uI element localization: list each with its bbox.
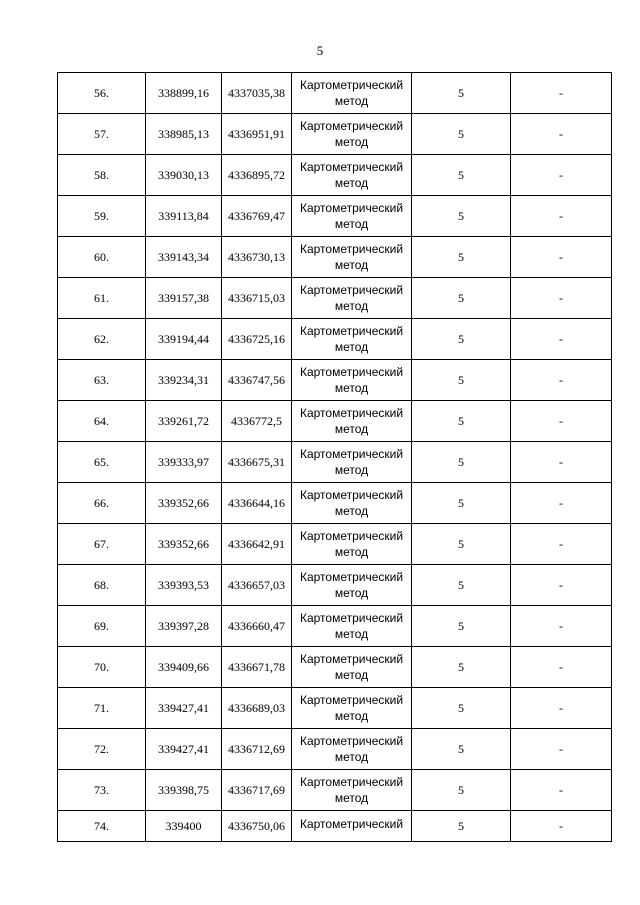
method-text: Картометрический (299, 406, 404, 420)
method-cell (292, 73, 412, 114)
method-text: метод (334, 504, 369, 518)
x-coordinate-cell: 339194,44 (146, 319, 222, 360)
point-number-cell: 71. (58, 688, 146, 729)
table-row (58, 237, 612, 278)
table-row (58, 565, 612, 606)
method-text: метод (334, 258, 369, 272)
y-coordinate-cell: 4336675,31 (222, 442, 292, 483)
method-text: Картометрический (299, 283, 404, 297)
note-cell: - (511, 401, 612, 442)
point-number-cell: 70. (58, 647, 146, 688)
x-coordinate-cell: 339113,84 (146, 196, 222, 237)
y-coordinate-cell: 4336769,47 (222, 196, 292, 237)
method-text: Картометрический (299, 160, 404, 174)
accuracy-cell: 5 (412, 729, 511, 770)
note-cell: - (511, 688, 612, 729)
table-row (58, 114, 612, 155)
method-text: метод (334, 381, 369, 395)
x-coordinate-cell: 339427,41 (146, 688, 222, 729)
method-text: метод (334, 135, 369, 149)
y-coordinate-cell: 4337035,38 (222, 73, 292, 114)
x-coordinate-cell: 339333,97 (146, 442, 222, 483)
note-cell: - (511, 606, 612, 647)
point-number-cell: 68. (58, 565, 146, 606)
note-cell: - (511, 73, 612, 114)
y-coordinate-cell: 4336657,03 (222, 565, 292, 606)
note-cell: - (511, 770, 612, 811)
method-text: метод (334, 750, 369, 764)
method-text: метод (334, 586, 369, 600)
method-text: метод (334, 627, 369, 641)
point-number-cell: 58. (58, 155, 146, 196)
point-number-cell: 61. (58, 278, 146, 319)
point-number-cell: 64. (58, 401, 146, 442)
note-cell: - (511, 647, 612, 688)
y-coordinate-cell: 4336644,16 (222, 483, 292, 524)
method-cell (292, 155, 412, 196)
x-coordinate-cell: 339393,53 (146, 565, 222, 606)
note-cell: - (511, 155, 612, 196)
method-text: метод (334, 545, 369, 559)
table-row (58, 360, 612, 401)
accuracy-cell: 5 (412, 360, 511, 401)
accuracy-cell: 5 (412, 442, 511, 483)
x-coordinate-cell: 339352,66 (146, 483, 222, 524)
table-row (58, 688, 612, 729)
accuracy-cell: 5 (412, 278, 511, 319)
method-cell (292, 770, 412, 811)
table-row (58, 729, 612, 770)
accuracy-cell: 5 (412, 565, 511, 606)
point-number-cell: 59. (58, 196, 146, 237)
note-cell: - (511, 319, 612, 360)
y-coordinate-cell: 4336715,03 (222, 278, 292, 319)
coordinates-table (57, 72, 612, 842)
method-text: Картометрический (299, 570, 404, 584)
x-coordinate-cell: 339234,31 (146, 360, 222, 401)
point-number-cell: 62. (58, 319, 146, 360)
method-cell (292, 442, 412, 483)
table-row (58, 319, 612, 360)
method-text: Картометрический (299, 775, 404, 789)
accuracy-cell: 5 (412, 155, 511, 196)
y-coordinate-cell: 4336660,47 (222, 606, 292, 647)
y-coordinate-cell: 4336725,16 (222, 319, 292, 360)
accuracy-cell: 5 (412, 319, 511, 360)
y-coordinate-cell: 4336730,13 (222, 237, 292, 278)
method-cell (292, 565, 412, 606)
method-text: Картометрический (299, 734, 404, 748)
table-row (58, 155, 612, 196)
method-text: Картометрический (299, 119, 404, 133)
method-cell (292, 811, 412, 842)
method-cell (292, 729, 412, 770)
point-number-cell: 57. (58, 114, 146, 155)
y-coordinate-cell: 4336712,69 (222, 729, 292, 770)
method-text: метод (334, 217, 369, 231)
x-coordinate-cell: 339397,28 (146, 606, 222, 647)
y-coordinate-cell: 4336689,03 (222, 688, 292, 729)
y-coordinate-cell: 4336951,91 (222, 114, 292, 155)
x-coordinate-cell: 338985,13 (146, 114, 222, 155)
point-number-cell: 69. (58, 606, 146, 647)
point-number-cell: 73. (58, 770, 146, 811)
page-number: 5 (316, 43, 324, 58)
method-text: Картометрический (299, 693, 404, 707)
method-text: метод (334, 176, 369, 190)
method-text: Картометрический (299, 365, 404, 379)
method-text: Картометрический (299, 817, 404, 831)
method-text: метод (334, 709, 369, 723)
method-cell (292, 278, 412, 319)
x-coordinate-cell: 339409,66 (146, 647, 222, 688)
y-coordinate-cell: 4336750,06 (222, 811, 292, 842)
x-coordinate-cell: 339400 (146, 811, 222, 842)
method-text: Картометрический (299, 611, 404, 625)
note-cell: - (511, 237, 612, 278)
table-row (58, 647, 612, 688)
method-cell (292, 401, 412, 442)
table-row (58, 770, 612, 811)
accuracy-cell: 5 (412, 606, 511, 647)
table-row (58, 524, 612, 565)
x-coordinate-cell: 339030,13 (146, 155, 222, 196)
method-text: Картометрический (299, 529, 404, 543)
method-text: метод (334, 299, 369, 313)
method-cell (292, 196, 412, 237)
x-coordinate-cell: 339352,66 (146, 524, 222, 565)
point-number-cell: 67. (58, 524, 146, 565)
note-cell: - (511, 442, 612, 483)
note-cell: - (511, 483, 612, 524)
method-cell (292, 647, 412, 688)
y-coordinate-cell: 4336717,69 (222, 770, 292, 811)
point-number-cell: 74. (58, 811, 146, 842)
note-cell: - (511, 196, 612, 237)
method-cell (292, 524, 412, 565)
accuracy-cell: 5 (412, 237, 511, 278)
note-cell: - (511, 565, 612, 606)
accuracy-cell: 5 (412, 811, 511, 842)
method-text: Картометрический (299, 447, 404, 461)
point-number-cell: 72. (58, 729, 146, 770)
note-cell: - (511, 114, 612, 155)
accuracy-cell: 5 (412, 196, 511, 237)
x-coordinate-cell: 339157,38 (146, 278, 222, 319)
note-cell: - (511, 360, 612, 401)
accuracy-cell: 5 (412, 401, 511, 442)
x-coordinate-cell: 339398,75 (146, 770, 222, 811)
method-text: метод (334, 463, 369, 477)
accuracy-cell: 5 (412, 688, 511, 729)
table-row (58, 606, 612, 647)
note-cell: - (511, 524, 612, 565)
note-cell: - (511, 729, 612, 770)
method-cell (292, 360, 412, 401)
x-coordinate-cell: 339143,34 (146, 237, 222, 278)
method-text: Картометрический (299, 78, 404, 92)
accuracy-cell: 5 (412, 647, 511, 688)
table-row (58, 278, 612, 319)
x-coordinate-cell: 339261,72 (146, 401, 222, 442)
table-row (58, 483, 612, 524)
y-coordinate-cell: 4336671,78 (222, 647, 292, 688)
method-text: Картометрический (299, 242, 404, 256)
point-number-cell: 56. (58, 73, 146, 114)
table-row (58, 73, 612, 114)
method-text: метод (334, 791, 369, 805)
note-cell: - (511, 278, 612, 319)
method-text: Картометрический (299, 652, 404, 666)
x-coordinate-cell: 339427,41 (146, 729, 222, 770)
method-cell (292, 688, 412, 729)
method-text: метод (334, 668, 369, 682)
method-cell (292, 114, 412, 155)
point-number-cell: 66. (58, 483, 146, 524)
table-row (58, 811, 612, 842)
table-row (58, 442, 612, 483)
coordinates-table-body (58, 73, 612, 842)
point-number-cell: 60. (58, 237, 146, 278)
table-row (58, 401, 612, 442)
method-cell (292, 319, 412, 360)
method-text: Картометрический (299, 324, 404, 338)
method-text: Картометрический (299, 201, 404, 215)
method-text: метод (334, 94, 369, 108)
x-coordinate-cell: 338899,16 (146, 73, 222, 114)
table-row (58, 196, 612, 237)
accuracy-cell: 5 (412, 114, 511, 155)
method-text: метод (334, 422, 369, 436)
accuracy-cell: 5 (412, 770, 511, 811)
y-coordinate-cell: 4336642,91 (222, 524, 292, 565)
method-text: метод (334, 340, 369, 354)
y-coordinate-cell: 4336772,5 (222, 401, 292, 442)
note-cell: - (511, 811, 612, 842)
method-cell (292, 483, 412, 524)
point-number-cell: 63. (58, 360, 146, 401)
method-cell (292, 606, 412, 647)
accuracy-cell: 5 (412, 73, 511, 114)
y-coordinate-cell: 4336747,56 (222, 360, 292, 401)
point-number-cell: 65. (58, 442, 146, 483)
method-text: Картометрический (299, 488, 404, 502)
accuracy-cell: 5 (412, 524, 511, 565)
accuracy-cell: 5 (412, 483, 511, 524)
method-cell (292, 237, 412, 278)
y-coordinate-cell: 4336895,72 (222, 155, 292, 196)
